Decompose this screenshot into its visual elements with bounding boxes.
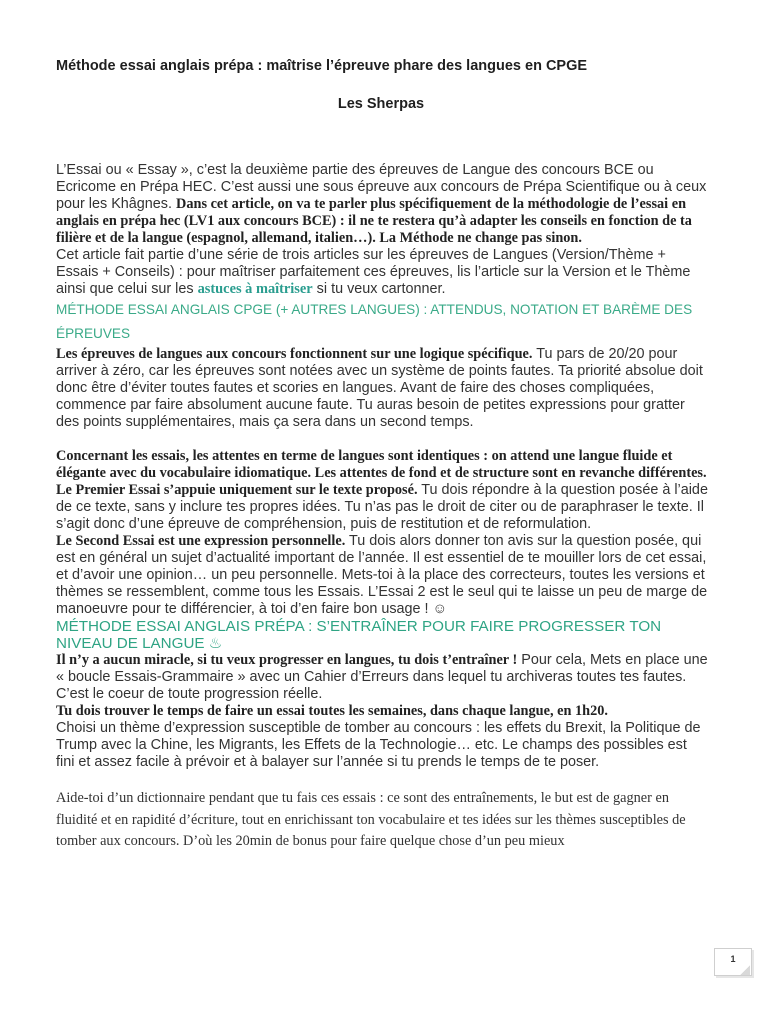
- intro-paragraph: [56, 162, 708, 247]
- section2-p2-bold: Tu dois trouver le temps de faire un essai toutes les semaines, dans chaque langue, en 1h20.: [56, 703, 608, 719]
- section1-p3-text: Tu dois répondre à la question posée à l’aide de ce texte, sans y inclure tes propres idées. Tu n’as pas le droit de citer ou de paraphraser le texte. Il s’agit donc d’une épreuve de compréhension, puis de restitution et de reformulation.: [56, 482, 708, 532]
- section2-p1-bold: Il n’y a aucun miracle, si tu veux progresser en langues, tu dois t’entraîner !: [56, 652, 518, 668]
- section2-p1-text: Pour cela, Mets en place une « boucle Essais-Grammaire » avec un Cahier d’Erreurs dans lequel tu archiveras toutes tes fautes. C’est le coeur de toute progression réelle.: [56, 652, 708, 702]
- page-curl-icon: [740, 965, 750, 975]
- document-title: Méthode essai anglais prépa : maîtrise l’épreuve phare des langues en CPGE: [56, 58, 588, 74]
- section2-paragraph-2b: [56, 720, 708, 771]
- intro-text-2: Cet article fait partie d’une série de trois articles sur les épreuves de Langues (Version/Thème + Essais + Conseils) : pour maîtriser parfaitement ces épreuves, lis l’article sur la Version et le Thème ainsi que celui sur les: [56, 247, 691, 297]
- section1-p1-bold: Les épreuves de langues aux concours fonctionnent sur une logique spécifique.: [56, 346, 533, 362]
- section1-p4-text: Tu dois alors donner ton avis sur la question posée, qui est en général un sujet d’actualité important de l’année. Il est essentiel de te mouiller lors de cet essai, et d’avoir une opinion… un peu personnelle. Mets-toi à la place des correcteurs, toutes les versions et thèmes se ressemblent, comme tous les Essais. L’Essai 2 est le seul qui te laisse un peu de marge de manoeuvre pour te différencier, à toi d’en faire bon usage ! ☺: [56, 533, 708, 617]
- section1-p4-bold: Le Second Essai est une expression personnelle.: [56, 533, 346, 549]
- intro-text-1: L’Essai ou « Essay », c’est la deuxième partie des épreuves de Langue des concours BCE ou Ecricome en Prépa HEC. C’est aussi une sous épreuve aux concours de Prépa Scientifique ou à ceux pour les Khâgnes.: [56, 162, 707, 212]
- intro-text-3: si tu veux cartonner.: [312, 281, 446, 297]
- section1-paragraph-3: [56, 482, 708, 533]
- section2-p2-text: Choisi un thème d’expression susceptible de tomber au concours : les effets du Brexit, la Politique de Trump avec la Chine, les Migrants, les Effets de la Technologie… etc. Le champs des possibles est fini et assez facile à prévoir et à balayer sur l’année si tu prends le temps de te poser.: [56, 720, 701, 770]
- section1-p2-bold: Concernant les essais, les attentes en terme de langues sont identiques : on attend une langue fluide et élégante avec du vocabulaire idiomatique. Les attentes de fond et de structure sont en revanche différentes.: [56, 448, 707, 481]
- document-body: [56, 162, 708, 853]
- page-number: 1: [730, 954, 736, 964]
- section1-p1-text: Tu pars de 20/20 pour arriver à zéro, car les épreuves sont notées avec un système de points fautes. Ta priorité absolue doit donc être d’éviter toutes fautes et scories en langues. Avant de faire des choses compliquées, commence par faire absolument aucune faute. Tu auras besoin de petites expressions pour gratter des points supplémentaires, mais ça sera dans un second temps.: [56, 346, 703, 430]
- astuces-link[interactable]: astuces à maîtriser: [197, 281, 313, 297]
- section1-paragraph-2: [56, 448, 708, 482]
- section2-paragraph-3: Aide-toi d’un dictionnaire pendant que tu fais ces essais : ce sont des entraînements, le but est de gagner en fluidité et en rapidité d’écriture, tout en enrichissant ton vocabulaire et tes idées sur les thèmes susceptibles de tomber aux concours. D’où les 20min de bonus pour faire quelque chose d’un peu mieux: [56, 790, 686, 849]
- section1-p3-bold: Le Premier Essai s’appuie uniquement sur le texte proposé.: [56, 482, 418, 498]
- section1-paragraph-4: [56, 533, 708, 618]
- intro-bold: Dans cet article, on va te parler plus spécifiquement de la méthodologie de l’essai en anglais en prépa hec (LV1 aux concours BCE) : il ne te restera qu’à adapter les conseils en fonction de ta filière et de la langue (espagnol, allemand, italien…). La Méthode ne change pas sinon.: [56, 196, 692, 246]
- section2-heading: MÉTHODE ESSAI ANGLAIS PRÉPA : S’ENTRAÎNER POUR FAIRE PROGRESSER TON NIVEAU DE LANGUE ♨: [56, 618, 662, 652]
- section1-paragraph-1: [56, 346, 708, 431]
- section2-paragraph-1: [56, 652, 708, 703]
- intro-paragraph-2: [56, 247, 708, 298]
- document-author: Les Sherpas: [337, 96, 425, 112]
- section1-heading: MÉTHODE ESSAI ANGLAIS CPGE (+ AUTRES LANGUES) : ATTENDUS, NOTATION ET BARÈME DES ÉPREUVES: [56, 302, 693, 341]
- section2-paragraph-2: [56, 703, 708, 720]
